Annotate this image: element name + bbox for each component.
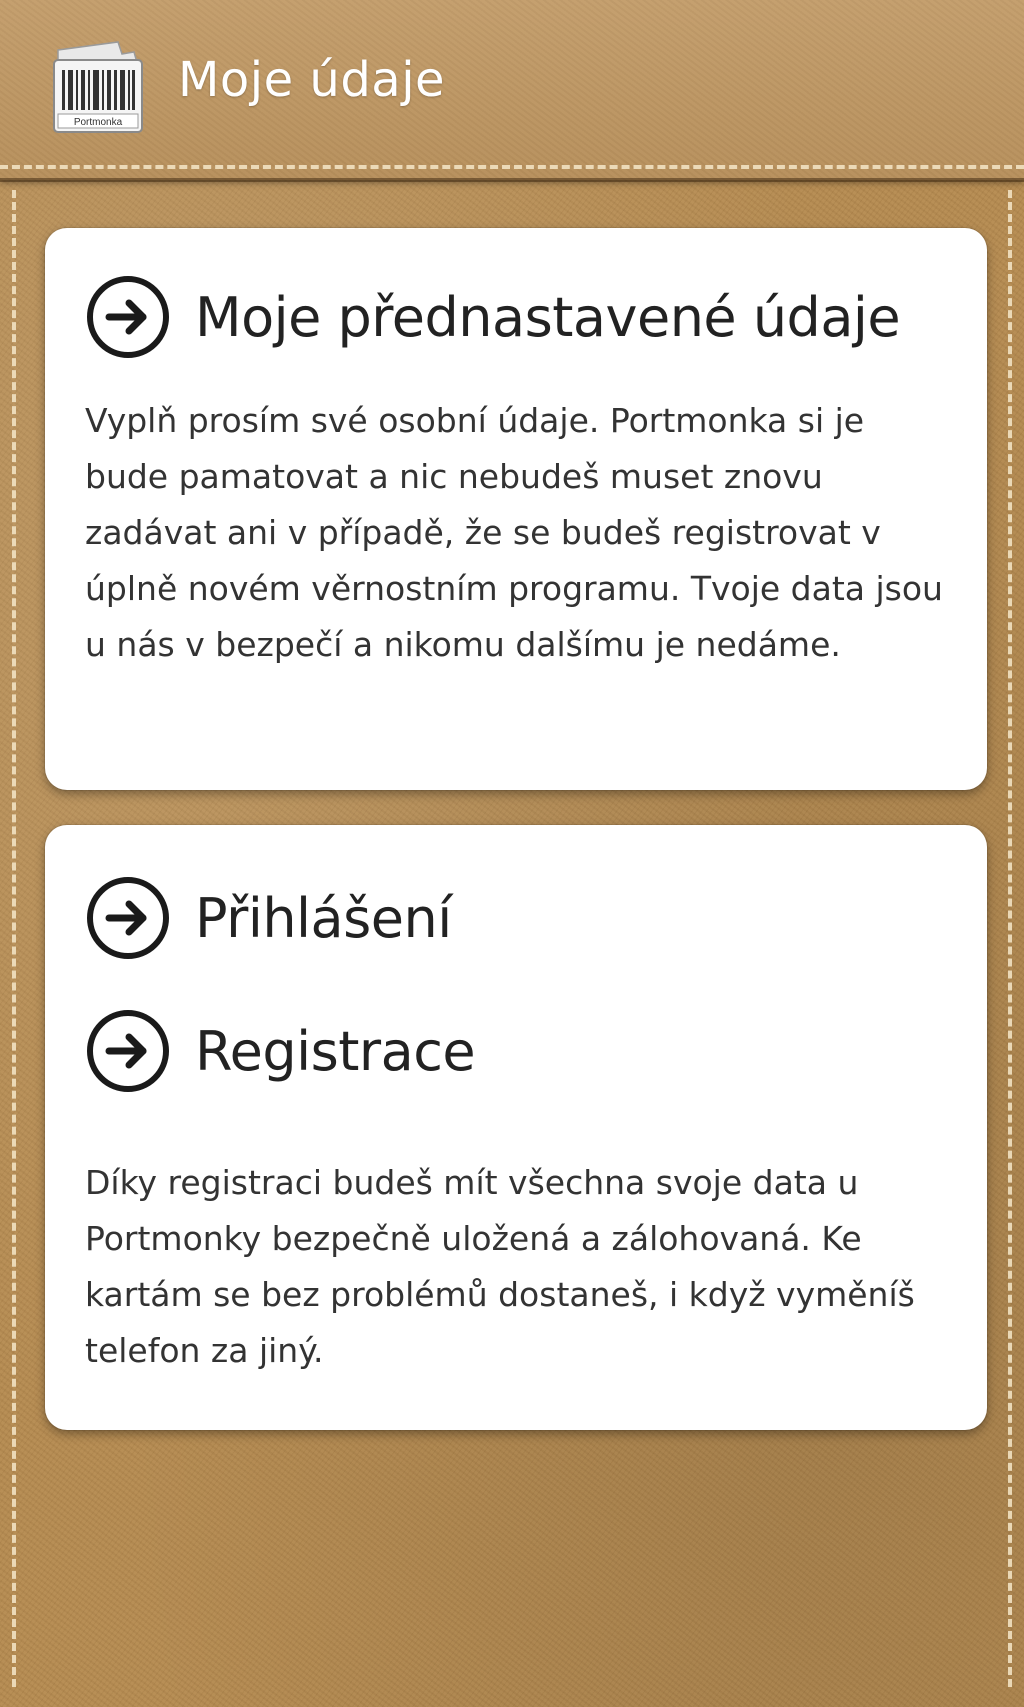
logo-text: Portmonka: [73, 117, 123, 128]
login-link[interactable]: [85, 875, 452, 961]
preset-data-link[interactable]: [85, 274, 900, 360]
register-link[interactable]: [85, 1008, 475, 1094]
right-stitching: [1008, 190, 1012, 1687]
account-card: [45, 825, 987, 1430]
left-stitching: [12, 190, 16, 1687]
arrow-right-circle-icon: [85, 875, 171, 961]
preset-data-label: Moje přednastavené údaje: [195, 285, 901, 349]
header-seam: [0, 178, 1024, 182]
register-label: Registrace: [195, 1019, 476, 1083]
page-title: Moje údaje: [178, 52, 446, 108]
arrow-right-circle-icon: [85, 1008, 171, 1094]
registration-description: Díky registraci budeš mít všechna svoje data u Portmonky bezpečně uložená a zálohovaná. Ke kartám se bez problémů dostaneš, i když vyměníš telefon za jiný.: [85, 1163, 915, 1370]
barcode-wallet-logo-icon: [48, 36, 148, 136]
app-header: [0, 0, 1024, 180]
header-stitching: [0, 165, 1024, 169]
login-label: Přihlášení: [195, 886, 452, 950]
arrow-right-circle-icon: [85, 274, 171, 360]
preset-data-description: Vyplň prosím své osobní údaje. Portmonka si je bude pamatovat a nic nebudeš muset znovu zadávat ani v případě, že se budeš registrovat v úplně novém věrnostním programu. Tvoje data jsou u nás v bezpečí a nikomu dalšímu je nedáme.: [85, 401, 943, 664]
preset-data-card: [45, 228, 987, 790]
